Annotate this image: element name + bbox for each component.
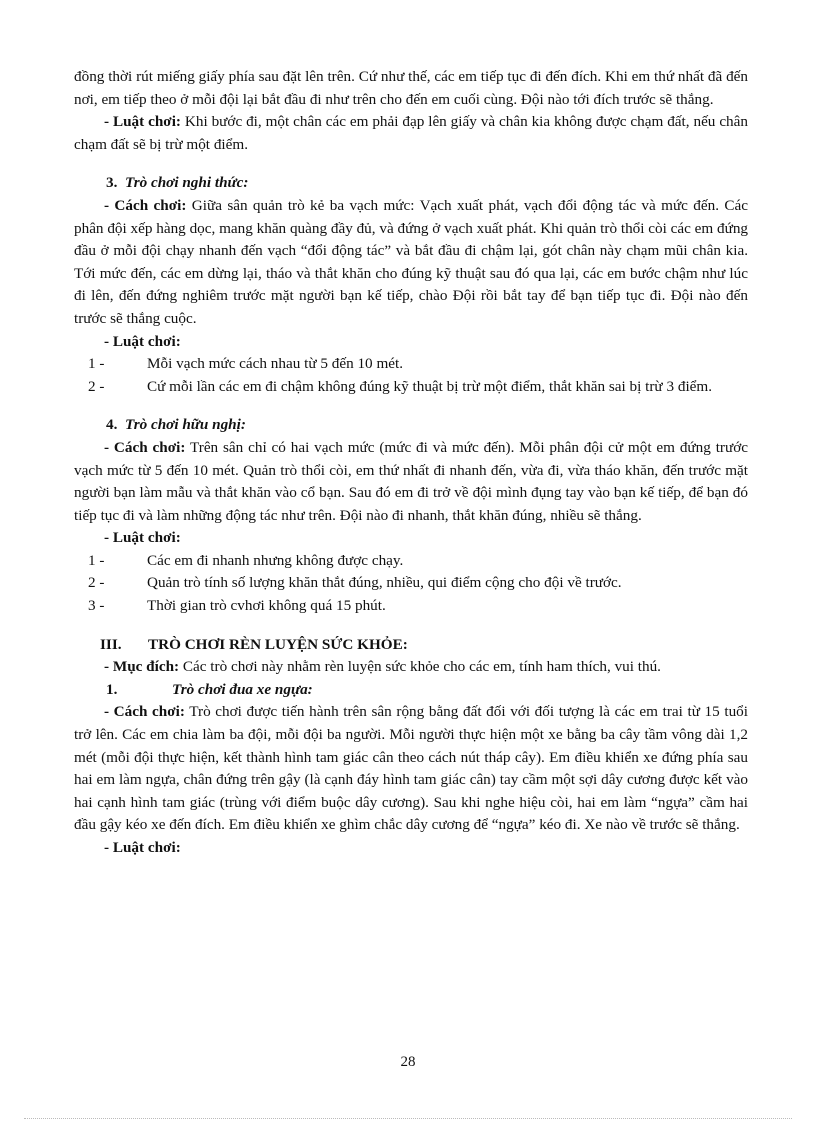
paragraph: đồng thời rút miếng giấy phía sau đặt lên trên. Cứ như thế, các em tiếp tục đi đến đích. Khi em thứ nhất đã đến nơi, em tiếp theo ở mỗi đội lại bắt đầu đi như trên cho đến em cuối cùng. Đội nào tới đích trước sẽ thắng. xyxy=(74,68,748,108)
section-title: Trò chơi hữu nghị: xyxy=(124,416,246,434)
chapter-title: TRÒ CHƠI RÈN LUYỆN SỨC KHỎE: xyxy=(148,635,408,653)
how-to-play-paragraph xyxy=(74,437,748,527)
list-item xyxy=(74,376,748,399)
list-item xyxy=(74,550,748,573)
footer-divider xyxy=(24,1118,792,1119)
rules-label: - Luật chơi: xyxy=(104,529,181,547)
list-text: Mỗi vạch mức cách nhau từ 5 đến 10 mét. xyxy=(147,355,404,373)
rules-paragraph xyxy=(74,111,748,156)
rules-paragraph xyxy=(74,527,748,550)
how-to-play-paragraph xyxy=(74,701,748,837)
aim-label: - Mục đích: xyxy=(104,658,180,676)
aim-text: Các trò chơi này nhằm rèn luyện sức khỏe cho các em, tính ham thích, vui thú. xyxy=(179,658,661,676)
list-text: Các em đi nhanh nhưng không được chạy. xyxy=(147,551,404,569)
section-heading xyxy=(74,172,748,195)
list-item xyxy=(74,572,748,595)
rules-text: Khi bước đi, một chân các em phải đạp lên giấy và chân kia không được chạm đất, nếu chân chạm đất sẽ bị trừ một điểm. xyxy=(74,113,748,153)
how-to-play-paragraph xyxy=(74,195,748,331)
list-item xyxy=(74,353,748,376)
how-to-play-text: Giữa sân quản trò kẻ ba vạch mức: Vạch xuất phát, vạch đổi động tác và mức đến. Các phân đội xếp hàng dọc, mang khăn quàng đầy đủ, và đứng ở vạch xuất phát. Khi quản trò thổi còi các em đứng đầu ở mỗi đội chạy nhanh đến vạch “đổi động tác” và bắt đầu đi chậm lại, gót chân này chạm mũi chân kia. Tới mức đến, các em dừng lại, tháo và thắt khăn cho đúng kỹ thuật sau đó qua lại, các em bước chậm như lúc đi lên, đến đứng nghiêm trước mặt người bạn kế tiếp, chào Đội rồi bắt tay để bạn tiếp tục đi. Đội nào đến trước sẽ thắng cuộc. xyxy=(74,196,749,327)
rules-paragraph xyxy=(74,837,748,860)
section-heading xyxy=(74,414,748,437)
game-number: 1. xyxy=(106,680,118,698)
aim-paragraph xyxy=(74,656,748,679)
list-text: Quản trò tính số lượng khăn thắt đúng, nhiều, qui điểm cộng cho đội về trước. xyxy=(147,574,622,592)
how-to-play-text: Trò chơi được tiến hành trên sân rộng bằng đất đối với đối tượng là các em trai từ 15 tuổi trở lên. Các em chia làm ba đội, mỗi đội ba người. Mỗi người thực hiện một xe bằng ba cây tầm vông dài 1,2 mét (mỗi đội thực hiện, kết thành hình tam giác cân theo cách nút tháp cây). Em điều khiển xe đứng phía sau hai em làm ngựa, chân đứng trên gậy (là cạnh đáy hình tam giác cân) tay cầm một sợi dây cương được kết vào hai cạnh hình tam giác (trùng với điểm buộc dây cương). Sau khi nghe hiệu còi, hai em làm “ngựa” cầm hai đầu gậy kéo xe đến đích. Em điều khiển xe ghìm chắc dây cương để “ngựa” kéo đi. Xe nào về trước sẽ thắng. xyxy=(74,703,748,834)
how-to-play-label: - Cách chơi: xyxy=(104,438,186,456)
how-to-play-text: Trên sân chỉ có hai vạch mức (mức đi và mức đến). Mỗi phân đội cử một em đứng trước vạch mức từ 5 đến 10 mét. Quản trò thổi còi, em thứ nhất đi nhanh đến, vừa đi, vừa tháo khăn, đến trước mặt người bạn làm mẫu và thắt khăn vào cổ bạn. Sau đó em đi trở về đội mình đụng tay vào bạn kế tiếp, để bạn đó tiếp tục đi và làm những động tác như trên. Đội nào đi nhanh, thắt khăn đúng, nhiều sẽ thắng. xyxy=(74,438,748,524)
list-text: Cứ mỗi lần các em đi chậm không đúng kỹ thuật bị trừ một điểm, thắt khăn sai bị trừ 3 điểm. xyxy=(147,377,713,395)
page-body xyxy=(74,66,748,860)
chapter-heading xyxy=(74,634,748,657)
list-number: 2 - xyxy=(88,377,105,395)
list-number: 2 - xyxy=(88,574,105,592)
page-number: 28 xyxy=(400,1054,416,1070)
rules-label: - Luật chơi: xyxy=(104,113,181,131)
how-to-play-label: - Cách chơi: xyxy=(104,196,187,214)
rules-label: - Luật chơi: xyxy=(104,839,181,856)
list-number: 1 - xyxy=(88,551,105,569)
chapter-number: III. xyxy=(100,635,122,653)
list-number: 1 - xyxy=(88,355,105,373)
list-item xyxy=(74,595,748,618)
how-to-play-label: - Cách chơi: xyxy=(104,703,185,721)
rules-paragraph xyxy=(74,331,748,354)
section-number: 3. xyxy=(106,174,118,192)
section-title: Trò chơi nghi thức: xyxy=(124,174,249,192)
game-heading xyxy=(74,679,748,702)
rules-label: - Luật chơi: xyxy=(104,332,181,350)
list-number: 3 - xyxy=(88,597,105,615)
list-text: Thời gian trò cvhơi không quá 15 phút. xyxy=(147,597,386,615)
section-number: 4. xyxy=(106,416,118,434)
game-title: Trò chơi đua xe ngựa: xyxy=(172,680,313,698)
